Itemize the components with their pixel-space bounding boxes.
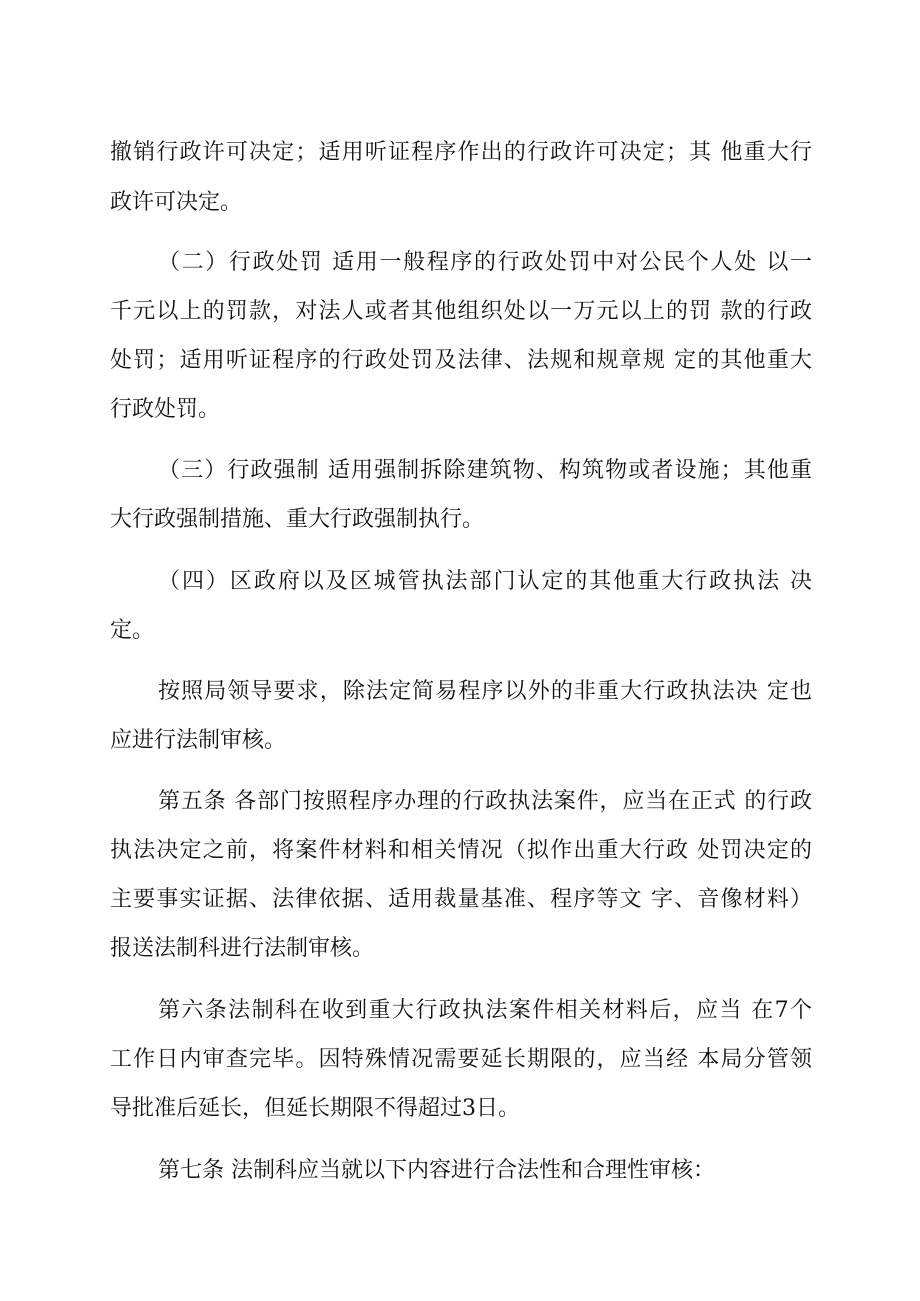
- text-line: 第五条 各部门按照程序办理的行政执法案件，应当在正式 的行政: [158, 789, 812, 814]
- text-line: 政许可决定。: [110, 190, 243, 215]
- text-line: 第七条 法制科应当就以下内容进行合法性和合理性审核：: [158, 1158, 715, 1183]
- text-line: 报送法制科进行法制审核。: [110, 936, 375, 961]
- text-line: 行政处罚。: [110, 397, 221, 422]
- text-line: 工作日内审查完毕。因特殊情况需要延长期限的，应当经 本局分管领: [110, 1047, 812, 1072]
- text-line: 按照局领导要求，除法定简易程序以外的非重大行政执法决 定也: [158, 679, 812, 704]
- text-line: 执法决定之前，将案件材料和相关情况（拟作出重大行政 处罚决定的: [110, 838, 812, 863]
- text-line: （三）行政强制 适用强制拆除建筑物、构筑物或者设施；其他重: [158, 458, 812, 483]
- text-line: 导批准后延长，但延长期限不得超过3日。: [110, 1096, 520, 1121]
- text-line: 大行政强制措施、重大行政强制执行。: [110, 507, 485, 532]
- text-line: （四）区政府以及区城管执法部门认定的其他重大行政执法 决: [158, 569, 812, 594]
- text-line: （二）行政处罚 适用一般程序的行政处罚中对公民个人处 以一: [158, 250, 812, 275]
- text-line: 应进行法制审核。: [110, 728, 287, 753]
- text-line: 第六条法制科在收到重大行政执法案件相关材料后，应当 在7个: [158, 998, 812, 1023]
- text-line: 撤销行政许可决定；适用听证程序作出的行政许可决定；其 他重大行: [110, 140, 812, 165]
- text-line: 定。: [110, 618, 155, 643]
- text-line: 千元以上的罚款，对法人或者其他组织处以一万元以上的罚 款的行政: [110, 299, 812, 324]
- text-line: 处罚；适用听证程序的行政处罚及法律、法规和规章规 定的其他重大: [110, 348, 812, 373]
- text-line: 主要事实证据、法律依据、适用裁量基准、程序等文 字、音像材料）: [110, 887, 812, 912]
